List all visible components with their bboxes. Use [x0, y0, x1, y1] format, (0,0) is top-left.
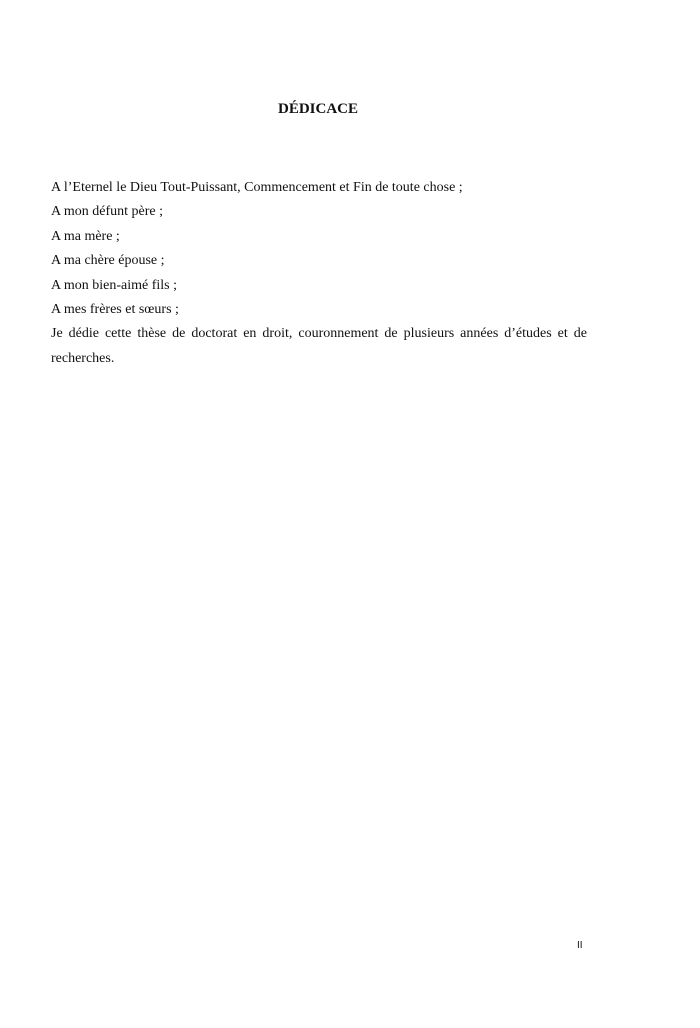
dedication-line: A mon défunt père ;	[51, 204, 163, 220]
dedication-line: A mon bien-aimé fils ;	[51, 277, 177, 293]
dedication-line: A l’Eternel le Dieu Tout-Puissant, Commencement et Fin de toute chose ;	[51, 180, 463, 195]
dedication-body	[51, 176, 587, 371]
page-title: DÉDICACE	[277, 101, 358, 117]
dedication-line: A ma mère ;	[51, 228, 120, 244]
dedication-line: A ma chère épouse ;	[51, 253, 165, 269]
dedication-closing: Je dédie cette thèse de doctorat en droit, couronnement de plusieurs années d’études et de recherches.	[51, 326, 587, 366]
dedication-line: A mes frères et sœurs ;	[51, 302, 179, 318]
page-number: II	[577, 940, 583, 951]
